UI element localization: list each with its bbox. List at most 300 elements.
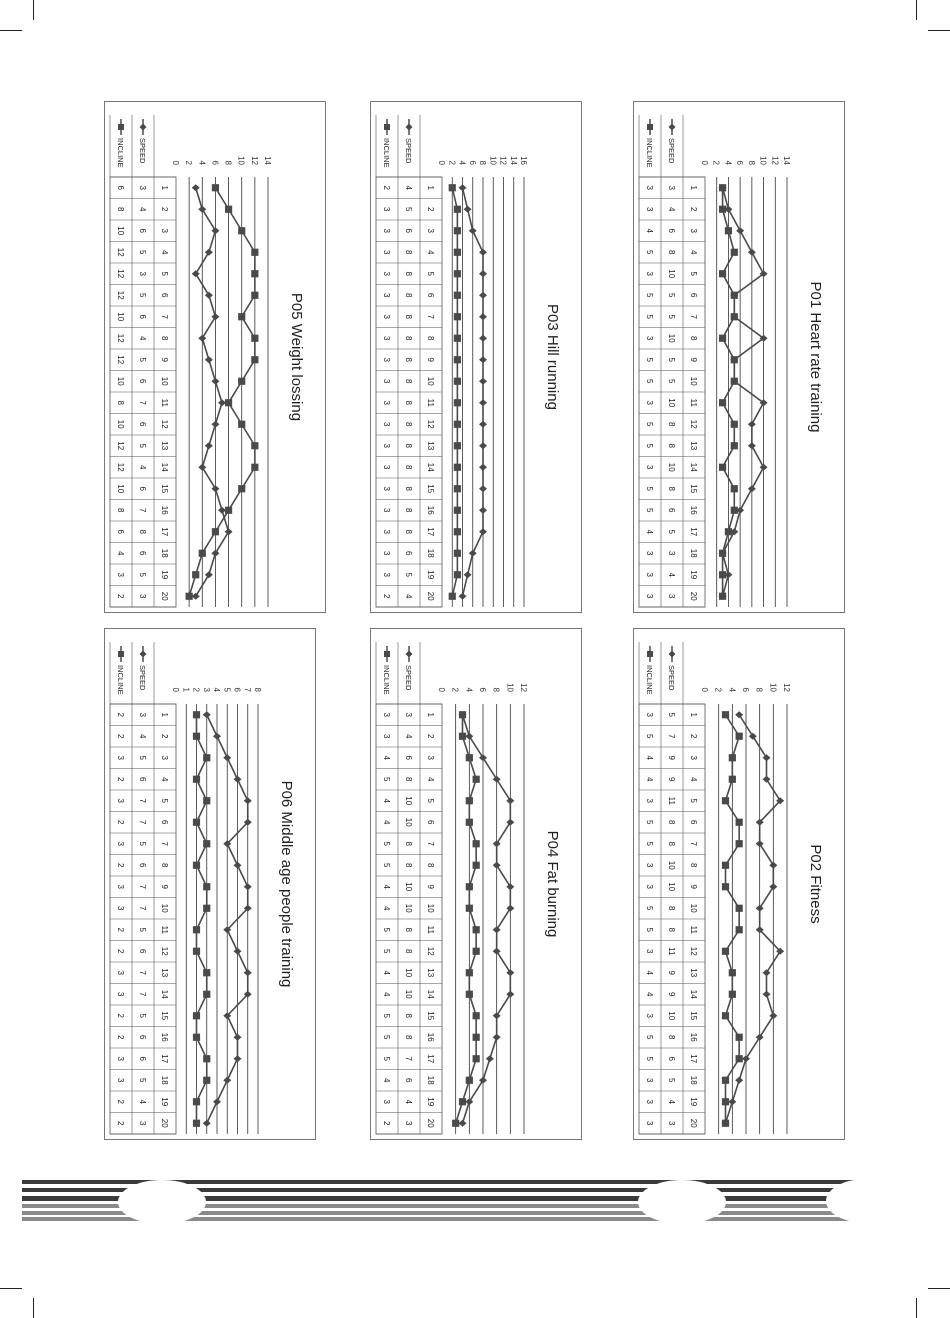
x-tick-label: 11 [689,925,698,934]
x-tick-label: 11 [160,925,169,934]
table-value: 3 [382,734,391,739]
y-tick-label: 2 [713,687,723,692]
table-value: 3 [138,185,147,190]
x-tick-label: 3 [160,755,169,760]
incline-point [731,249,738,256]
incline-point [454,442,461,449]
incline-point [238,421,245,428]
y-tick-label: 10 [236,156,246,165]
x-tick-label: 8 [426,336,435,341]
chart-p05-weight-lossing [104,101,326,613]
chart-title: P03 Hill running [544,304,561,410]
legend-square-marker [384,651,390,657]
table-value: 8 [404,443,413,448]
x-tick-label: 2 [426,734,435,739]
crop-mark [928,30,950,31]
y-tick-label: 4 [464,687,474,692]
incline-point [473,862,480,869]
incline-point [722,883,729,890]
incline-point [731,378,738,385]
incline-point [731,313,738,320]
x-tick-label: 6 [426,293,435,298]
x-tick-label: 16 [689,505,698,515]
incline-point [212,184,219,191]
table-value: 6 [667,228,676,233]
incline-point [193,948,200,955]
table-value: 12 [116,247,125,257]
table-value: 4 [382,798,391,803]
table-value: 8 [404,357,413,362]
x-tick-label: 17 [426,527,435,537]
table-value: 4 [382,992,391,997]
x-tick-label: 8 [160,336,169,341]
table-value: 2 [116,734,125,739]
incline-point [186,593,193,600]
x-tick-label: 8 [689,863,698,868]
table-value: 5 [645,443,654,448]
x-tick-label: 5 [160,798,169,803]
x-tick-label: 7 [160,314,169,319]
incline-point [454,206,461,213]
incline-point [729,969,736,976]
table-value: 3 [382,1099,391,1104]
table-value: 10 [667,860,676,870]
incline-point [473,1012,480,1019]
x-tick-label: 20 [160,591,169,601]
x-tick-label: 4 [689,250,698,255]
table-value: 7 [138,400,147,405]
table-value: 2 [116,949,125,954]
x-tick-label: 16 [160,1032,169,1042]
legend-speed-label: SPEED [667,665,676,691]
incline-point [454,528,461,535]
x-tick-label: 1 [689,712,698,717]
x-tick-label: 12 [426,946,435,956]
x-tick-label: 16 [160,505,169,515]
table-value: 6 [667,1056,676,1061]
x-tick-label: 15 [160,1011,169,1021]
table-value: 4 [382,755,391,760]
table-value: 3 [645,185,654,190]
table-value: 2 [116,1013,125,1018]
table-value: 9 [667,777,676,782]
x-tick-label: 10 [160,376,169,386]
table-value: 7 [404,1056,413,1061]
incline-point [203,840,210,847]
incline-point [722,1077,729,1084]
x-tick-label: 6 [689,293,698,298]
table-value: 10 [116,376,125,386]
x-tick-label: 9 [160,357,169,362]
table-value: 4 [116,551,125,556]
y-tick-label: 8 [491,687,501,692]
y-tick-label: 6 [741,687,750,692]
table-value: 6 [138,379,147,384]
table-value: 8 [667,927,676,932]
table-value: 8 [667,443,676,448]
table-value: 5 [667,314,676,319]
incline-point [731,442,738,449]
x-tick-label: 1 [689,185,698,190]
table-value: 3 [138,594,147,599]
table-value: 7 [667,734,676,739]
x-tick-label: 3 [689,755,698,760]
x-tick-label: 18 [426,1075,435,1085]
y-tick-label: 12 [782,683,791,692]
table-value: 8 [667,820,676,825]
table-value: 4 [138,465,147,470]
table-value: 10 [116,226,125,236]
x-tick-label: 3 [426,228,435,233]
table-value: 8 [404,1013,413,1018]
table-value: 4 [404,185,413,190]
table-value: 3 [645,207,654,212]
x-tick-label: 16 [689,1032,698,1042]
incline-point [736,1055,743,1062]
incline-point [193,1012,200,1019]
table-value: 5 [382,863,391,868]
table-value: 4 [138,1099,147,1104]
x-tick-label: 4 [689,777,698,782]
legend-speed-label: SPEED [404,138,413,164]
table-value: 3 [138,1121,147,1126]
table-value: 3 [116,970,125,975]
table-value: 8 [667,906,676,911]
incline-point [729,991,736,998]
table-value: 8 [404,422,413,427]
incline-point [199,550,206,557]
table-value: 8 [404,863,413,868]
table-value: 3 [116,755,125,760]
y-tick-label: 12 [249,156,259,165]
table-value: 3 [382,271,391,276]
table-value: 3 [645,1099,654,1104]
x-tick-label: 11 [426,398,435,407]
table-value: 12 [116,462,125,472]
table-value: 3 [138,712,147,717]
incline-point [454,378,461,385]
table-value: 2 [116,1035,125,1040]
table-value: 6 [138,1035,147,1040]
incline-point [193,1034,200,1041]
table-value: 3 [404,1121,413,1126]
incline-point [473,776,480,783]
table-value: 3 [645,271,654,276]
incline-point [203,905,210,912]
table-value: 3 [116,572,125,577]
table-value: 4 [382,820,391,825]
table-value: 4 [404,1099,413,1104]
table-value: 6 [116,529,125,534]
table-value: 2 [116,1099,125,1104]
x-tick-label: 17 [160,1054,169,1064]
y-tick-label: 2 [450,687,460,692]
x-tick-label: 6 [160,820,169,825]
table-value: 3 [667,185,676,190]
table-value: 4 [382,1078,391,1083]
x-tick-label: 4 [160,250,169,255]
table-value: 6 [404,228,413,233]
incline-point [449,184,456,191]
x-tick-label: 14 [160,989,169,999]
incline-point [193,862,200,869]
table-value: 3 [645,400,654,405]
x-tick-label: 16 [426,505,435,515]
table-value: 6 [138,1056,147,1061]
table-value: 10 [667,462,676,472]
table-value: 2 [116,927,125,932]
table-value: 5 [645,422,654,427]
table-value: 3 [382,422,391,427]
table-value: 5 [645,293,654,298]
incline-point [225,399,232,406]
y-tick-label: 10 [488,156,498,165]
legend-square-marker [118,651,124,657]
y-tick-label: 14 [508,156,518,165]
table-value: 3 [382,336,391,341]
legend-speed-label: SPEED [138,665,147,691]
y-tick-label: 2 [184,160,194,165]
chart-svg [104,101,326,613]
y-tick-label: 3 [201,687,211,692]
table-value: 5 [382,777,391,782]
incline-point [193,1098,200,1105]
incline-point [454,227,461,234]
x-tick-label: 19 [426,570,435,580]
y-tick-label: 8 [478,160,487,165]
table-value: 5 [645,734,654,739]
crop-mark [928,1288,950,1289]
table-value: 6 [138,949,147,954]
table-value: 10 [667,333,676,343]
table-value: 6 [138,777,147,782]
table-value: 5 [138,250,147,255]
x-tick-label: 12 [160,946,169,956]
incline-point [719,206,726,213]
x-tick-label: 5 [426,271,435,276]
incline-point [466,883,473,890]
x-tick-label: 20 [160,1118,169,1128]
table-value: 8 [404,927,413,932]
table-value: 7 [138,884,147,889]
y-tick-label: 10 [505,683,515,692]
x-tick-label: 1 [426,712,435,717]
x-tick-label: 2 [426,207,435,212]
x-tick-label: 11 [160,398,169,407]
table-value: 3 [645,1078,654,1083]
x-tick-label: 16 [426,1032,435,1042]
table-value: 4 [382,970,391,975]
incline-point [473,1055,480,1062]
table-value: 4 [645,970,654,975]
x-tick-label: 11 [426,925,435,934]
table-value: 8 [404,465,413,470]
table-value: 8 [404,777,413,782]
incline-point [251,249,258,256]
chart-svg [370,101,582,613]
incline-point [454,421,461,428]
table-value: 3 [382,443,391,448]
table-value: 12 [116,355,125,365]
crop-mark [0,1288,22,1289]
y-tick-label: 4 [212,687,221,692]
table-value: 5 [645,1035,654,1040]
table-value: 5 [138,755,147,760]
x-tick-label: 6 [426,820,435,825]
x-tick-label: 15 [689,484,698,494]
table-value: 5 [138,841,147,846]
chart-p04-fat-burning [370,628,582,1140]
x-tick-label: 15 [689,1011,698,1021]
y-tick-label: 6 [467,160,477,165]
table-value: 2 [382,185,391,190]
table-value: 6 [404,1078,413,1083]
x-tick-label: 7 [426,841,435,846]
chart-title: P05 Weight lossing [288,292,305,422]
x-tick-label: 1 [160,185,169,190]
table-value: 8 [116,207,125,212]
incline-point [225,206,232,213]
x-tick-label: 14 [689,462,698,472]
x-tick-label: 9 [426,357,435,362]
x-tick-label: 12 [160,419,169,429]
incline-point [731,292,738,299]
table-value: 5 [645,841,654,846]
table-value: 8 [116,400,125,405]
table-value: 8 [404,250,413,255]
legend-incline-label: INCLINE [645,665,654,695]
crop-mark [916,1298,917,1318]
x-tick-label: 19 [689,1097,698,1107]
x-tick-label: 20 [689,591,698,601]
incline-point [722,711,729,718]
table-value: 3 [382,572,391,577]
legend-square-marker [647,651,653,657]
table-value: 3 [382,486,391,491]
table-value: 10 [404,882,413,892]
incline-point [466,819,473,826]
incline-point [719,550,726,557]
y-tick-label: 8 [223,160,233,165]
y-tick-label: 12 [519,683,528,692]
legend-square-marker [384,124,390,130]
incline-point [736,926,743,933]
table-value: 7 [138,820,147,825]
incline-point [719,593,726,600]
table-value: 8 [404,486,413,491]
incline-point [719,270,726,277]
table-value: 6 [667,508,676,513]
table-value: 4 [138,734,147,739]
table-value: 3 [667,551,676,556]
x-tick-label: 10 [689,376,698,386]
incline-point [203,797,210,804]
y-tick-label: 4 [457,160,467,165]
x-tick-label: 7 [426,314,435,319]
table-value: 4 [667,207,676,212]
y-tick-label: 14 [263,156,272,165]
incline-point [192,571,199,578]
y-tick-label: 8 [754,687,764,692]
table-value: 3 [645,712,654,717]
y-tick-label: 8 [253,687,262,692]
y-tick-label: 1 [181,687,191,692]
x-tick-label: 10 [426,903,435,913]
x-tick-label: 14 [426,989,435,999]
table-value: 10 [404,968,413,978]
table-value: 5 [667,712,676,717]
incline-point [454,292,461,299]
table-value: 5 [645,250,654,255]
table-value: 10 [667,398,676,408]
table-value: 3 [645,798,654,803]
table-value: 3 [667,594,676,599]
incline-point [731,421,738,428]
incline-point [731,485,738,492]
x-tick-label: 5 [689,798,698,803]
incline-point [203,991,210,998]
x-tick-label: 13 [689,968,698,978]
chart-title: P04 Fat burning [544,830,561,938]
table-value: 3 [138,271,147,276]
table-value: 5 [138,357,147,362]
x-tick-label: 1 [160,712,169,717]
incline-point [454,507,461,514]
incline-point [722,1098,729,1105]
table-value: 5 [645,357,654,362]
x-tick-label: 1 [426,185,435,190]
table-value: 6 [138,314,147,319]
incline-point [454,335,461,342]
incline-point [454,313,461,320]
table-value: 4 [645,529,654,534]
table-value: 10 [116,419,125,429]
table-value: 4 [382,906,391,911]
legend-incline-label: INCLINE [382,665,391,695]
x-tick-label: 18 [160,1075,169,1085]
table-value: 6 [138,486,147,491]
table-value: 3 [382,314,391,319]
table-value: 2 [382,594,391,599]
table-value: 3 [645,884,654,889]
table-value: 5 [382,949,391,954]
y-tick-label: 7 [242,687,252,692]
table-value: 5 [645,1056,654,1061]
x-tick-label: 7 [160,841,169,846]
table-value: 3 [645,572,654,577]
x-tick-label: 6 [689,820,698,825]
incline-point [454,249,461,256]
x-tick-label: 5 [689,271,698,276]
incline-point [238,485,245,492]
incline-point [203,883,210,890]
x-tick-label: 3 [160,228,169,233]
legend-incline-label: INCLINE [116,665,125,695]
x-tick-label: 10 [426,376,435,386]
incline-point [473,926,480,933]
table-value: 2 [116,712,125,717]
table-value: 8 [404,293,413,298]
table-value: 8 [667,1035,676,1040]
table-value: 5 [645,508,654,513]
table-value: 5 [382,841,391,846]
y-tick-label: 0 [171,687,180,692]
table-value: 8 [667,250,676,255]
x-tick-label: 20 [426,1118,435,1128]
x-tick-label: 20 [689,1118,698,1128]
table-value: 3 [667,1121,676,1126]
y-tick-label: 6 [478,687,487,692]
